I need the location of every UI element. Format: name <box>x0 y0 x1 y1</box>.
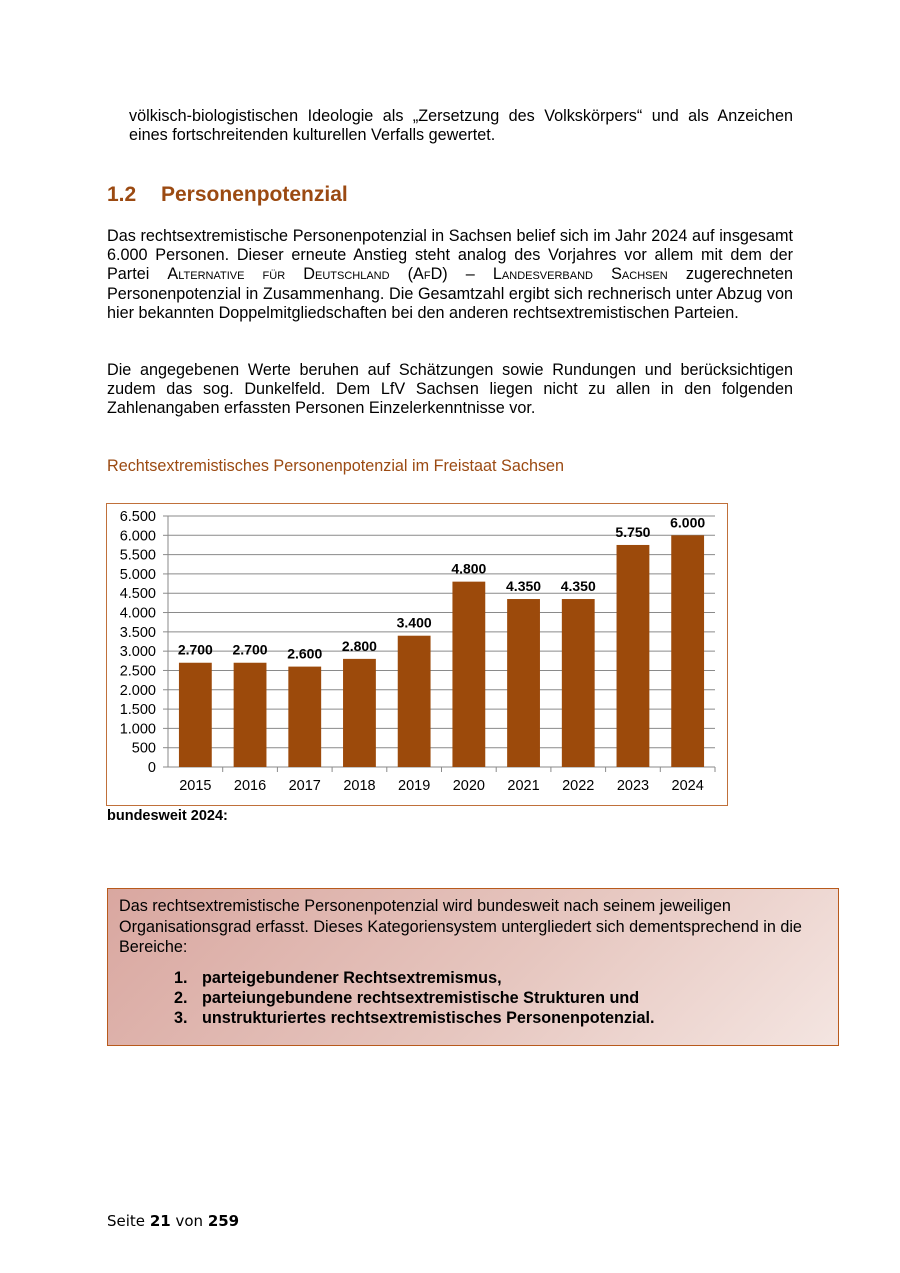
section-title: Personenpotenzial <box>161 183 348 206</box>
data-label: 5.750 <box>615 523 651 540</box>
bar <box>343 659 376 767</box>
bar-chart <box>107 504 729 807</box>
bar <box>671 535 704 767</box>
y-tick-label: 1.500 <box>119 702 156 719</box>
intro-paragraph: völkisch-biologistischen Ideologie als „Zersetzung des Volkskörpers“ und als Anzeichen eines fortschreitenden kulturellen Verfalls gewertet. <box>129 107 793 145</box>
data-label: 6.000 <box>670 514 706 531</box>
bar <box>507 599 540 767</box>
list-item-number: 2. <box>174 988 188 1007</box>
paragraph1-part1: Das rechtsextremistische Personenpotenzial in Sachsen belief sich im Jahr 2024 auf insgesamt 6.000 Personen. Dieser erneute Anstieg steht analog des Vorjahres vor allem mit dem der Partei <box>107 227 793 284</box>
y-tick-label: 1.000 <box>119 721 156 738</box>
paragraph-schaetzungen: Die angegebenen Werte beruhen auf Schätzungen sowie Rundungen und berücksichtigen zudem das sog. Dunkelfeld. Dem LfV Sachsen liegen nicht zu allen in den folgenden Zahlenangaben erfassten Personen Einzelerkenntnisse vor. <box>107 361 793 418</box>
bar <box>398 636 431 767</box>
list-item-text: parteiungebundene rechtsextremistische Strukturen und <box>202 988 640 1007</box>
section-number: 1.2 <box>107 183 137 206</box>
info-box <box>107 888 839 1046</box>
footer-total-pages: 259 <box>207 1212 240 1230</box>
data-label: 2.600 <box>287 645 323 662</box>
y-tick-label: 6.500 <box>119 509 156 525</box>
x-tick-label: 2022 <box>562 778 595 794</box>
y-tick-label: 5.000 <box>119 566 156 583</box>
y-tick-label: 5.500 <box>119 547 156 564</box>
x-tick-label: 2024 <box>671 778 704 794</box>
page-footer <box>107 1212 239 1230</box>
list-item-number: 3. <box>174 1008 188 1027</box>
x-tick-label: 2017 <box>288 778 321 794</box>
category-list <box>119 968 826 1028</box>
chart-caption: Rechtsextremistisches Personenpotenzial im Freistaat Sachsen <box>107 457 565 475</box>
x-tick-label: 2016 <box>233 778 267 794</box>
info-box-lead: Das rechtsextremistische Personenpotenzial wird bundesweit nach seinem jeweiligen Organisationsgrad erfasst. Dieses Kategoriensystem untergliedert sich dementsprechend in die Bereiche: <box>119 897 802 956</box>
bar <box>562 599 595 767</box>
footer-page-number: 21 <box>149 1212 171 1230</box>
x-tick-label: 2019 <box>398 778 431 794</box>
data-label: 3.400 <box>396 614 432 631</box>
y-tick-label: 3.000 <box>119 644 156 661</box>
list-item <box>174 988 826 1008</box>
x-tick-label: 2023 <box>616 778 650 794</box>
list-item-number: 1. <box>174 968 188 987</box>
bundesweit-label: bundesweit 2024: <box>107 808 228 824</box>
bar <box>288 667 321 767</box>
party-name: Alternative für Deutschland (AfD) – Landesverband Sachsen <box>167 265 668 284</box>
x-tick-label: 2015 <box>179 778 212 794</box>
y-tick-label: 6.000 <box>119 528 156 545</box>
y-tick-label: 500 <box>131 740 156 757</box>
list-item <box>174 968 826 988</box>
data-label: 2.700 <box>177 641 213 658</box>
footer-prefix: Seite <box>107 1212 146 1230</box>
y-tick-label: 4.000 <box>119 605 156 622</box>
y-tick-label: 2.000 <box>119 682 156 699</box>
bar <box>179 663 212 767</box>
x-tick-label: 2018 <box>343 778 376 794</box>
y-tick-label: 2.500 <box>119 663 156 680</box>
paragraph1-part2: zugerechneten Personenpotenzial in Zusammenhang. Die Gesamtzahl ergibt sich rechnerisch unter Abzug von hier bekannten Doppelmitgliedschaften bei den anderen rechtsextremistischen Parteien. <box>107 265 793 322</box>
data-label: 4.350 <box>560 578 596 595</box>
bar <box>234 663 267 767</box>
footer-middle: von <box>175 1212 204 1230</box>
data-label: 4.350 <box>506 578 542 595</box>
list-item <box>174 1008 826 1028</box>
x-tick-label: 2020 <box>452 778 485 794</box>
x-tick-label: 2021 <box>507 778 540 794</box>
bar <box>452 582 485 767</box>
data-label: 4.800 <box>451 560 487 577</box>
list-item-text: parteigebundener Rechtsextremismus, <box>202 968 502 987</box>
y-tick-label: 3.500 <box>119 624 156 641</box>
data-label: 2.700 <box>232 641 268 658</box>
y-tick-label: 0 <box>147 760 156 776</box>
section-heading <box>107 183 807 207</box>
list-item-text: unstrukturiertes rechtsextremistisches Personenpotenzial. <box>202 1008 655 1027</box>
data-label: 2.800 <box>341 637 377 654</box>
paragraph-personenpotenzial <box>107 227 793 323</box>
y-tick-label: 4.500 <box>119 586 156 603</box>
bar <box>617 545 650 767</box>
chart-frame <box>106 503 728 806</box>
